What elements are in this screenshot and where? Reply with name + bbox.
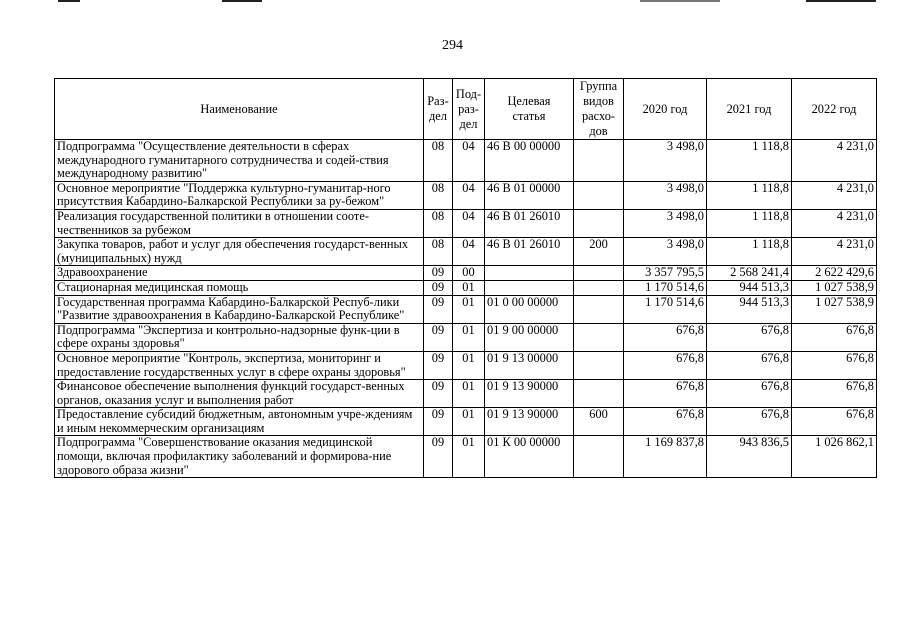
cell-subsection: 00 xyxy=(453,266,485,281)
cell-2020: 1 169 837,8 xyxy=(624,436,707,478)
cell-2021: 943 836,5 xyxy=(707,436,792,478)
cell-2022: 4 231,0 xyxy=(792,140,877,182)
cell-group xyxy=(574,295,624,323)
cell-target: 01 9 13 90000 xyxy=(485,380,574,408)
cell-2022: 2 622 429,6 xyxy=(792,266,877,281)
cell-2022: 676,8 xyxy=(792,408,877,436)
cell-2021: 944 513,3 xyxy=(707,280,792,295)
cell-2020: 676,8 xyxy=(624,351,707,379)
cell-2021: 1 118,8 xyxy=(707,209,792,237)
cell-name: Реализация государственной политики в отношении соотe-чественников за рубежом xyxy=(55,209,424,237)
cell-2022: 4 231,0 xyxy=(792,238,877,266)
header-2022: 2022 год xyxy=(792,79,877,140)
cell-subsection: 01 xyxy=(453,295,485,323)
table-row xyxy=(55,238,877,266)
cell-2020: 676,8 xyxy=(624,323,707,351)
cell-group xyxy=(574,280,624,295)
cell-group xyxy=(574,436,624,478)
cell-2022: 676,8 xyxy=(792,351,877,379)
table-body xyxy=(55,140,877,478)
table-row xyxy=(55,380,877,408)
cell-target: 01 9 00 00000 xyxy=(485,323,574,351)
cell-2020: 3 498,0 xyxy=(624,181,707,209)
table-row xyxy=(55,140,877,182)
header-group: Группа видов расхо- дов xyxy=(574,79,624,140)
cell-subsection: 04 xyxy=(453,209,485,237)
cell-2022: 676,8 xyxy=(792,380,877,408)
cell-group: 600 xyxy=(574,408,624,436)
cell-subsection: 01 xyxy=(453,351,485,379)
cell-subsection: 01 xyxy=(453,408,485,436)
cell-group xyxy=(574,323,624,351)
cell-2021: 676,8 xyxy=(707,380,792,408)
cell-name: Предоставление субсидий бюджетным, автономным учре-ждениям и иным некоммерческим организациям xyxy=(55,408,424,436)
cell-2020: 3 357 795,5 xyxy=(624,266,707,281)
cell-section: 09 xyxy=(424,266,453,281)
cell-target: 01 К 00 00000 xyxy=(485,436,574,478)
cell-name: Основное мероприятие "Поддержка культурно-гуманитар-ного присутствия Кабардино-Балкарской Республики за ру-бежом" xyxy=(55,181,424,209)
table-row xyxy=(55,280,877,295)
cell-subsection: 01 xyxy=(453,436,485,478)
cell-2020: 1 170 514,6 xyxy=(624,295,707,323)
cell-2020: 1 170 514,6 xyxy=(624,280,707,295)
cell-name: Основное мероприятие "Контроль, экспертиза, мониторинг и предоставление государственных услуг в сфере охраны здоровья" xyxy=(55,351,424,379)
cell-section: 08 xyxy=(424,209,453,237)
cell-name: Финансовое обеспечение выполнения функций государст-венных органов, оказания услуг и выполнения работ xyxy=(55,380,424,408)
cell-group xyxy=(574,209,624,237)
cell-target: 46 В 00 00000 xyxy=(485,140,574,182)
cell-subsection: 01 xyxy=(453,323,485,351)
cell-subsection: 01 xyxy=(453,280,485,295)
cell-group xyxy=(574,380,624,408)
cell-subsection: 04 xyxy=(453,181,485,209)
cell-2022: 1 026 862,1 xyxy=(792,436,877,478)
cell-subsection: 04 xyxy=(453,140,485,182)
cell-2021: 2 568 241,4 xyxy=(707,266,792,281)
cell-name: Подпрограмма "Совершенствование оказания медицинской помощи, включая профилактику заболеваний и формирова-ние здорового образа жизни" xyxy=(55,436,424,478)
cell-target xyxy=(485,266,574,281)
cell-section: 09 xyxy=(424,408,453,436)
header-name: Наименование xyxy=(55,79,424,140)
table-row xyxy=(55,209,877,237)
cell-2022: 1 027 538,9 xyxy=(792,295,877,323)
page-top-edge xyxy=(0,0,905,4)
cell-target: 46 В 01 00000 xyxy=(485,181,574,209)
cell-2022: 4 231,0 xyxy=(792,181,877,209)
cell-section: 09 xyxy=(424,351,453,379)
cell-section: 08 xyxy=(424,140,453,182)
cell-name: Подпрограмма "Экспертиза и контрольно-надзорные функ-ции в сфере охраны здоровья" xyxy=(55,323,424,351)
cell-subsection: 04 xyxy=(453,238,485,266)
table-row xyxy=(55,295,877,323)
table-header-row xyxy=(55,79,877,140)
cell-group xyxy=(574,181,624,209)
cell-name: Стационарная медицинская помощь xyxy=(55,280,424,295)
cell-2022: 1 027 538,9 xyxy=(792,280,877,295)
cell-target xyxy=(485,280,574,295)
header-target: Целевая статья xyxy=(485,79,574,140)
header-2021: 2021 год xyxy=(707,79,792,140)
budget-table xyxy=(54,78,877,478)
cell-section: 09 xyxy=(424,323,453,351)
cell-section: 08 xyxy=(424,181,453,209)
cell-2021: 1 118,8 xyxy=(707,140,792,182)
cell-2021: 676,8 xyxy=(707,323,792,351)
cell-name: Подпрограмма "Осуществление деятельности в сферах международного гуманитарного сотрудничества и содей-ствия международному развитию" xyxy=(55,140,424,182)
cell-2021: 1 118,8 xyxy=(707,238,792,266)
cell-2021: 1 118,8 xyxy=(707,181,792,209)
cell-subsection: 01 xyxy=(453,380,485,408)
table-row xyxy=(55,351,877,379)
cell-2022: 676,8 xyxy=(792,323,877,351)
cell-name: Здравоохранение xyxy=(55,266,424,281)
cell-2020: 676,8 xyxy=(624,380,707,408)
cell-2020: 3 498,0 xyxy=(624,140,707,182)
cell-section: 09 xyxy=(424,280,453,295)
header-subsection: Под- раз- дел xyxy=(453,79,485,140)
cell-group xyxy=(574,140,624,182)
cell-2021: 676,8 xyxy=(707,351,792,379)
cell-target: 46 В 01 26010 xyxy=(485,209,574,237)
table-row xyxy=(55,323,877,351)
cell-2020: 3 498,0 xyxy=(624,209,707,237)
cell-target: 01 9 13 00000 xyxy=(485,351,574,379)
cell-2022: 4 231,0 xyxy=(792,209,877,237)
cell-group xyxy=(574,266,624,281)
cell-2020: 676,8 xyxy=(624,408,707,436)
cell-section: 09 xyxy=(424,436,453,478)
header-2020: 2020 год xyxy=(624,79,707,140)
cell-2020: 3 498,0 xyxy=(624,238,707,266)
cell-target: 46 В 01 26010 xyxy=(485,238,574,266)
table-row xyxy=(55,266,877,281)
cell-target: 01 0 00 00000 xyxy=(485,295,574,323)
cell-name: Закупка товаров, работ и услуг для обеспечения государст-венных (муниципальных) нужд xyxy=(55,238,424,266)
table-row xyxy=(55,408,877,436)
cell-2021: 676,8 xyxy=(707,408,792,436)
header-section: Раз- дел xyxy=(424,79,453,140)
cell-group xyxy=(574,351,624,379)
cell-target: 01 9 13 90000 xyxy=(485,408,574,436)
page-number: 294 xyxy=(442,38,463,53)
cell-group: 200 xyxy=(574,238,624,266)
cell-2021: 944 513,3 xyxy=(707,295,792,323)
cell-section: 09 xyxy=(424,295,453,323)
table-row xyxy=(55,436,877,478)
cell-section: 08 xyxy=(424,238,453,266)
cell-section: 09 xyxy=(424,380,453,408)
table-row xyxy=(55,181,877,209)
cell-name: Государственная программа Кабардино-Балкарской Респуб-лики "Развитие здравоохранения в Кабардино-Балкарской Республике" xyxy=(55,295,424,323)
